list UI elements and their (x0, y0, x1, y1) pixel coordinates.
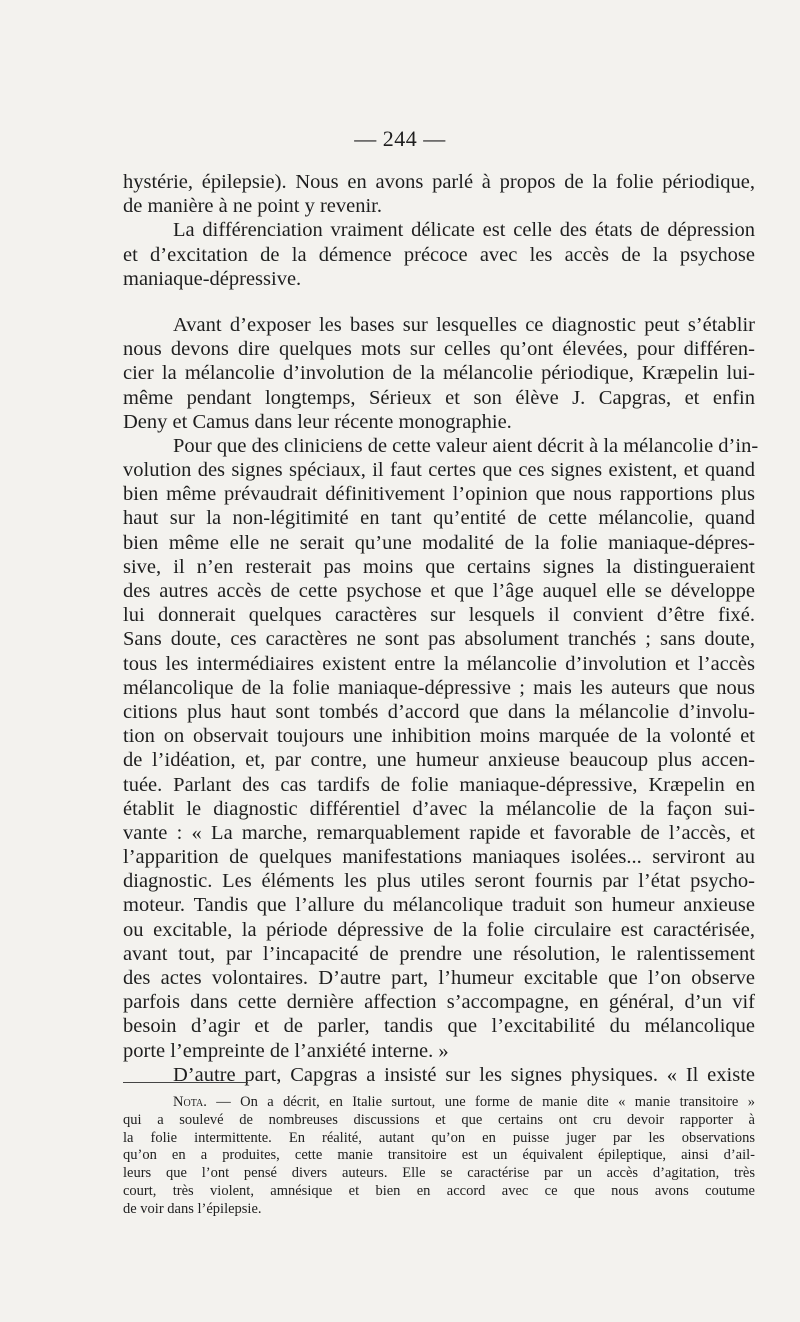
text-line: La différenciation vraiment délicate est celle des états de dépression (173, 219, 755, 242)
text-line: besoin d’agir et de parler, tandis que l’excitabilité du mélancolique (123, 1015, 755, 1038)
text-line: tous les intermédiaires existent entre la mélancolie d’involution et l’accès (123, 652, 755, 675)
text-line: tion on observait toujours une inhibition moins marquée de la volonté et (123, 725, 755, 748)
footnote (123, 1094, 755, 1219)
footnote-line: leurs que l’ont pensé divers auteurs. Elle se caractérise par un accès d’agitation, très (123, 1165, 755, 1182)
text-line: cier la mélancolie d’involution de la mélancolie périodique, Kræpelin lui- (123, 362, 755, 385)
body-text (123, 170, 759, 1087)
text-line: haut sur la non-légitimité en tant qu’entité de cette mélancolie, quand (123, 507, 755, 530)
text-line: maniaque-dépressive. (123, 267, 302, 290)
text-line: bien même prévaudrait définitivement l’opinion que nous rapportions plus (123, 483, 755, 506)
text-line: des autres accès de cette psychose et que l’âge auquel elle se développe (123, 580, 755, 602)
footnote-line: qu’on en a produites, cette manie transitoire est un équivalent épileptique, ainsi d’ail- (123, 1147, 755, 1164)
text-line: parfois dans cette dernière affection s’accompagne, en général, d’un vif (123, 991, 755, 1014)
text-line: vante : « La marche, remarquablement rapide et favorable de l’accès, et (123, 821, 755, 844)
text-line: diagnostic. Les éléments les plus utiles seront fournis par l’état psycho- (123, 870, 755, 893)
text-line: hystérie, épilepsie). Nous en avons parlé à propos de la folie périodique, (123, 171, 755, 193)
text-line: Deny et Camus dans leur récente monographie. (123, 410, 512, 433)
text-line: établit le diagnostic différentiel d’avec la mélancolie de la façon sui- (123, 797, 755, 820)
footnote-line: qui a soulevé de nombreuses discussions et que certains ont cru devoir rapporter à (123, 1111, 755, 1128)
text-line: même pendant longtemps, Sérieux et son élève J. Capgras, et enfin (123, 386, 755, 409)
text-line: de manière à ne point y revenir. (123, 195, 382, 218)
footnote-line: court, très violent, amnésique et bien en accord avec ce que nous avons coutume (123, 1182, 755, 1199)
text-line: l’apparition de quelques manifestations maniaques isolées... serviront au (123, 846, 755, 869)
text-line: citions plus haut sont tombés d’accord que dans la mélancolie d’involu- (123, 700, 755, 723)
text-line: sive, il n’en resterait pas moins que certains signes la distingueraient (123, 555, 755, 578)
text-line: Sans doute, ces caractères ne sont pas absolument tranchés ; sans doute, (123, 628, 755, 651)
text-line: lui donnerait quelques caractères sur lesquels il convient d’être fixé. (123, 604, 755, 627)
text-line: des actes volontaires. D’autre part, l’humeur excitable que l’on observe (123, 967, 755, 989)
text-line: avant tout, par l’incapacité de prendre une résolution, le ralentissement (123, 942, 755, 965)
text-line: mélancolique de la folie maniaque-dépressive ; mais les auteurs que nous (123, 676, 755, 699)
footnote-line: la folie intermittente. En réalité, autant qu’on en puisse juger par les observations (123, 1129, 755, 1146)
text-line: tuée. Parlant des cas tardifs de folie maniaque-dépressive, Kræpelin en (123, 773, 755, 796)
text-line: moteur. Tandis que l’allure du mélancolique traduit son humeur anxieuse (123, 894, 755, 917)
footnote-text: — On a décrit, en Italie surtout, une forme de manie dite « manie transitoire » (206, 1094, 755, 1110)
footnote-label: Nota. (173, 1094, 207, 1110)
text-line: porte l’empreinte de l’anxiété interne. » (123, 1039, 449, 1062)
footnote-divider (123, 1082, 248, 1083)
text-line: volution des signes spéciaux, il faut certes que ces signes existent, et quand (123, 459, 755, 482)
footnote-line: de voir dans l’épilepsie. (123, 1200, 262, 1217)
text-line: D’autre part, Capgras a insisté sur les signes physiques. « Il existe (173, 1063, 755, 1086)
text-line: Avant d’exposer les bases sur lesquelles ce diagnostic peut s’établir (173, 313, 755, 336)
text-line: de l’idéation, et, par contre, une humeur anxieuse beaucoup plus accen- (123, 749, 755, 772)
text-line: Pour que des cliniciens de cette valeur aient décrit à la mélancolie d’in- (173, 434, 759, 457)
page-number: — 244 — (354, 126, 446, 151)
footnote-line (123, 1094, 755, 1112)
text-line: et d’excitation de la démence précoce avec les accès de la psychose (123, 243, 755, 266)
text-line: nous devons dire quelques mots sur celles qu’ont élevées, pour différen- (123, 338, 755, 361)
text-line: bien même elle ne serait qu’une modalité de la folie maniaque-dépres- (123, 531, 755, 554)
text-line: ou excitable, la période dépressive de la folie circulaire est caractérisée, (123, 918, 755, 941)
